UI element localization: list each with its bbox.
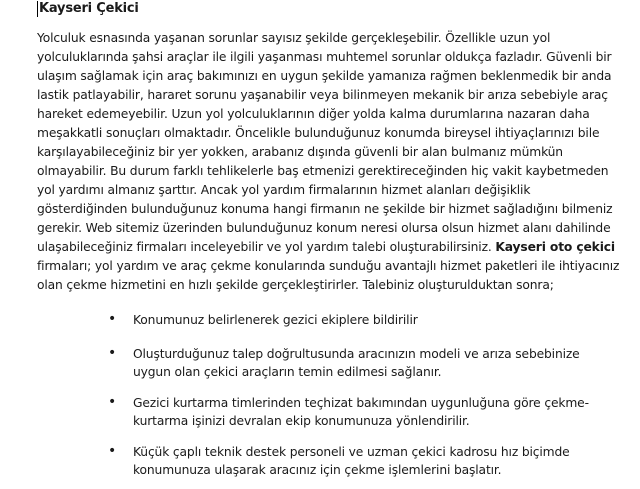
document-title: Kayseri Çekici xyxy=(39,1,139,16)
text-run: lastik patlayabilir, hararet sorunu yaşanabilir veya bilinmeyen mekanik bir arıza sebebiyle araç xyxy=(37,88,608,102)
bullet-item-line: Oluşturduğunuz talep doğrultusunda aracınızın modeli ve arıza sebebinize xyxy=(133,347,580,361)
paragraph-line xyxy=(37,239,615,255)
text-run: ulaşabileceğiniz firmaları inceleyebilir ve yol yardım talebi oluşturabilirsiniz. xyxy=(37,240,496,254)
paragraph-line xyxy=(37,106,590,122)
text-run: ulaşım sağlamak için araç bakımınızı en uygun şekilde yamanıza rağmen beklenmedik bir anda xyxy=(37,69,612,83)
text-run: yolculuklarında şahsi araçlar ile ilgili yaşanması muhtemel sorunlar oldukça fazladır. Güvenli bir xyxy=(37,50,612,64)
bullet-item-line: Gezici kurtarma timlerinden teçhizat bakımından uygunluğuna göre çekme- xyxy=(133,396,589,410)
text-run: firmaları; yol yardım ve araç çekme konularında sunduğu avantajlı hizmet paketleri ile ihtiyacınız xyxy=(37,259,620,273)
text-run: hareket edemeyebilir. Uzun yol yolculuklarının diğer yolda kalma durumlarına nazaran daha xyxy=(37,107,590,121)
bullet-item-line: konumunuza ulaşarak aracınız için çekme işlemlerini başlatır. xyxy=(133,463,502,477)
text-run: karşılayabileceğiniz bir yer yokken, arabanız dışında güvenli bir alan bulmanız mümkün xyxy=(37,145,563,159)
paragraph-line xyxy=(37,277,554,293)
text-run: olan çekme hizmetini en hızlı şekilde gerçekleştirirler. Talebiniz oluşturulduktan sonra; xyxy=(37,278,554,292)
bullet-item-line: kurtarma işinizi devralan ekip konumunuza yönlendirilir. xyxy=(133,414,470,428)
text-run: gösterdiğinden bulunduğunuz konuma hangi firmanın ne şekilde bir hizmet sağladığını bilmeniz xyxy=(37,202,613,216)
paragraph-line xyxy=(37,87,608,103)
bullet-marker: • xyxy=(108,394,117,410)
paragraph-line xyxy=(37,220,611,236)
paragraph-line xyxy=(37,30,550,46)
bullet-marker: • xyxy=(108,345,117,361)
paragraph-line xyxy=(37,125,599,141)
paragraph-line xyxy=(37,49,611,65)
paragraph-line xyxy=(37,68,611,84)
text-run: yol yardımı almanız şarttır. Ancak yol yardım firmalarının hizmet alanları değişiklik xyxy=(37,183,531,197)
bold-keyword: Kayseri oto çekici xyxy=(495,240,615,254)
paragraph-line xyxy=(37,182,530,198)
bullet-item-line: Konumunuz belirlenerek gezici ekiplere bildirilir xyxy=(133,313,418,327)
paragraph-line xyxy=(37,144,563,160)
paragraph-line xyxy=(37,201,612,217)
text-run: olmayabilir. Bu durum farklı tehlikelerle baş etmenizi gerektireceğinden hiç vakit kaybetmeden xyxy=(37,164,609,178)
bullet-marker: • xyxy=(108,311,117,327)
text-run: Yolculuk esnasında yaşanan sorunlar sayısız şekilde gerçekleşebilir. Özellikle uzun yol xyxy=(37,31,551,45)
paragraph-line xyxy=(37,163,608,179)
bullet-item-line: uygun olan çekici araçların temin edilmesi sağlanır. xyxy=(133,365,442,379)
bullet-item-line: Küçük çaplı teknik destek personeli ve uzman çekici kadrosu hız biçimde xyxy=(133,445,570,459)
bullet-marker: • xyxy=(108,443,117,459)
text-run: meşakkatli sonuçları olmaktadır. Öncelikle bulunduğunuz konumda bireysel ihtiyaçlarınızı bile xyxy=(37,126,600,140)
text-run: gerekir. Web sitemiz üzerinden bulunduğunuz konum neresi olursa olsun hizmet alanı dahilinde xyxy=(37,221,611,235)
paragraph-line xyxy=(37,258,619,274)
